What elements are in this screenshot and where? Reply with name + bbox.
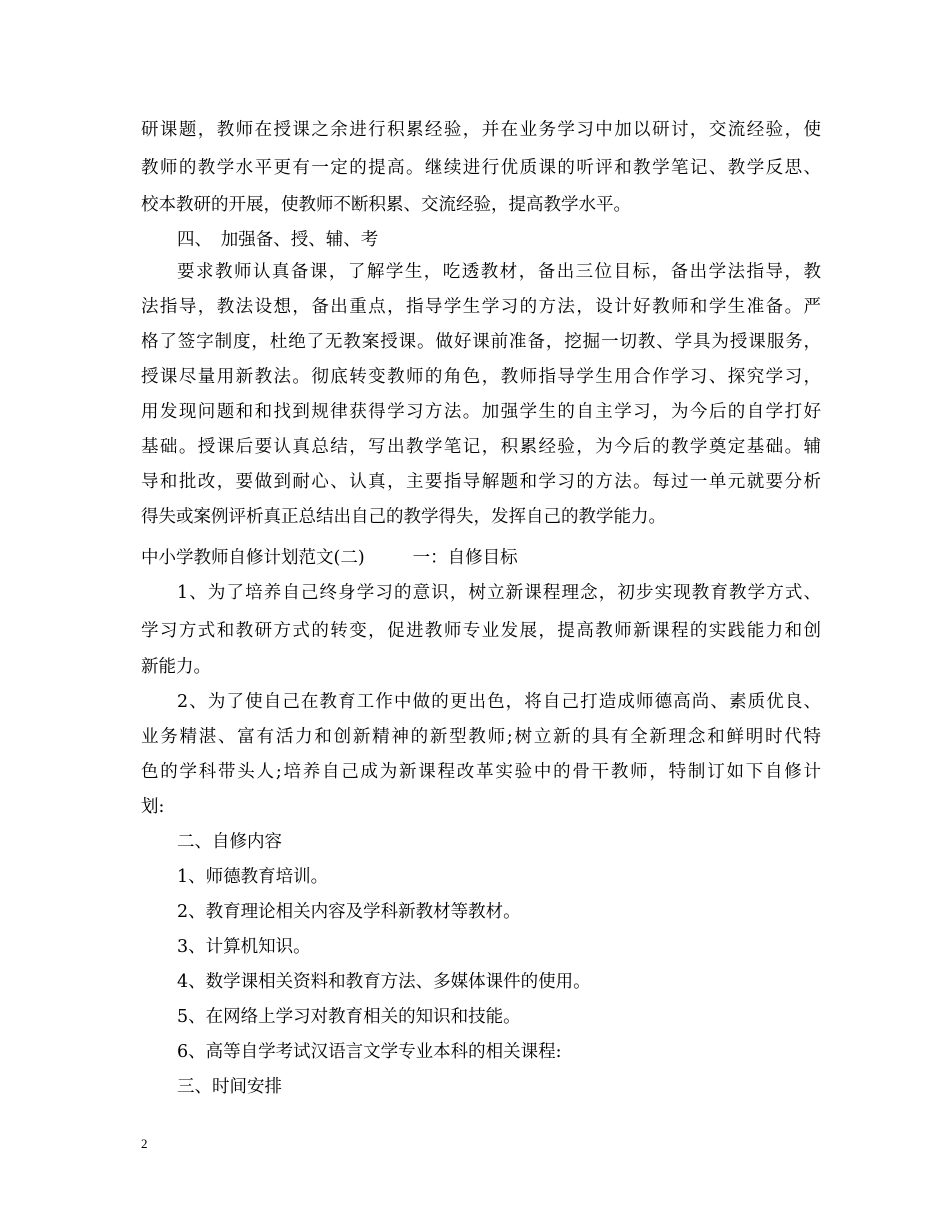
- body-line: 法指导，教法设想，备出重点，指导学生学习的方法，设计好教师和学生准备。严: [141, 297, 821, 317]
- body-line: 1、为了培养自己终身学习的意识，树立新课程理念，初步实现教育教学方式、: [177, 583, 821, 603]
- body-line: 业务精湛、富有活力和创新精神的新型教师;树立新的具有全新理念和鲜明时代特: [141, 727, 821, 747]
- body-line: 学习方式和教研方式的转变，促进教师专业发展，提高教师新课程的实践能力和创: [141, 621, 821, 641]
- section-heading: 三、时间安排: [177, 1077, 282, 1097]
- body-line: 研课题，教师在授课之余进行积累经验，并在业务学习中加以研讨，交流经验，使: [141, 120, 821, 140]
- body-line: 授课尽量用新教法。彻底转变教师的角色，教师指导学生用合作学习、探究学习，: [141, 367, 821, 387]
- body-line: 得失或案例评析真正总结出自己的教学得失，发挥自己的教学能力。: [141, 507, 666, 527]
- page-number: 2: [141, 1136, 148, 1151]
- section-heading: 二、自修内容: [177, 832, 282, 852]
- body-line: 2、为了使自己在教育工作中做的更出色，将自己打造成师德高尚、素质优良、: [177, 692, 821, 712]
- list-item: 2、教育理论相关内容及学科新教材等教材。: [177, 902, 521, 922]
- list-item: 5、在网络上学习对教育相关的知识和技能。: [177, 1007, 521, 1027]
- body-line: 格了签字制度，杜绝了无教案授课。做好课前准备，挖掘一切教、学具为授课服务，: [141, 332, 821, 352]
- list-item: 1、师德教育培训。: [177, 867, 329, 887]
- body-line: 教师的教学水平更有一定的提高。继续进行优质课的听评和教学笔记、教学反思、: [141, 158, 821, 178]
- section-title-line: [141, 547, 821, 569]
- section-subtitle: 一：自修目标: [412, 548, 518, 568]
- body-line: 用发现问题和和找到规律获得学习方法。加强学生的自主学习，为今后的自学打好: [141, 402, 821, 422]
- section-title: 中小学教师自修计划范文(二): [141, 548, 365, 568]
- body-line: 划:: [141, 797, 165, 817]
- body-line: 新能力。: [141, 657, 211, 677]
- body-line: 基础。授课后要认真总结，写出教学笔记，积累经验，为今后的教学奠定基础。辅: [141, 437, 821, 457]
- list-item: 6、高等自学考试汉语言文学专业本科的相关课程:: [177, 1042, 562, 1062]
- list-item: 3、计算机知识。: [177, 937, 311, 957]
- body-line: 要求教师认真备课，了解学生，吃透教材，备出三位目标，备出学法指导，教: [177, 262, 821, 282]
- body-line: 校本教研的开展，使教师不断积累、交流经验，提高教学水平。: [141, 195, 631, 215]
- body-line: 导和批改，要做到耐心、认真，主要指导解题和学习的方法。每过一单元就要分析: [141, 472, 821, 492]
- list-item: 4、数学课相关资料和教育方法、多媒体课件的使用。: [177, 972, 591, 992]
- body-line: 色的学科带头人;培养自己成为新课程改革实验中的骨干教师，特制订如下自修计: [141, 762, 821, 782]
- section-heading: 四、 加强备、授、辅、考: [177, 230, 379, 250]
